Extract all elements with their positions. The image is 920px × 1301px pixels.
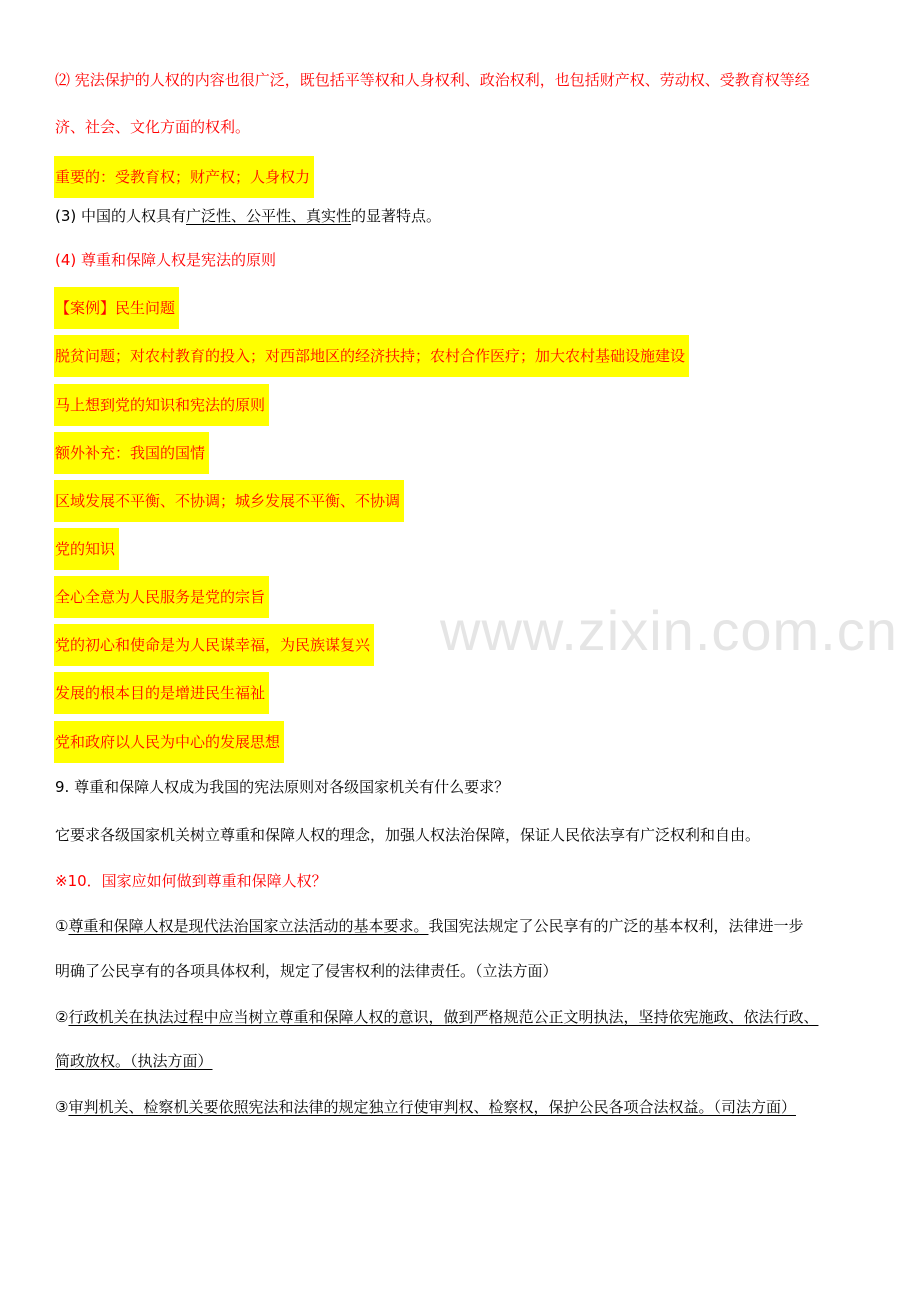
answer-10-point-3 [55, 1096, 796, 1118]
question-10: ※10．国家应如何做到尊重和保障人权？ [55, 872, 327, 890]
highlight-line-8 [55, 634, 374, 656]
point-marker: ③ [55, 1098, 69, 1116]
paragraph-2-line-1: ⑵ 宪法保护的人权的内容也很广泛，既包括平等权和人身权利、政治权利，也包括财产权、劳动权、受教育权等经 [55, 71, 810, 89]
important-highlight: 重要的：受教育权；财产权；人身权力 [54, 156, 314, 198]
highlight-line-5 [55, 490, 404, 512]
highlight-text: 马上想到党的知识和宪法的原则 [54, 384, 269, 426]
highlight-line-3 [55, 394, 269, 416]
highlight-text: 党的知识 [54, 528, 119, 570]
point-3-underlined: 审判机关、检察机关要依照宪法和法律的规定独立行使审判权、检察权，保护公民各项合法权益。（司法方面） [68, 1098, 796, 1116]
highlight-text: 全心全意为人民服务是党的宗旨 [54, 576, 269, 618]
point-1-underlined: 尊重和保障人权是现代法治国家立法活动的基本要求。 [68, 917, 429, 935]
highlight-text: 党和政府以人民为中心的发展思想 [54, 721, 284, 763]
highlight-text: 区域发展不平衡、不协调；城乡发展不平衡、不协调 [54, 480, 404, 522]
paragraph-2-line-2: 济、社会、文化方面的权利。 [55, 118, 251, 136]
highlight-text: 额外补充：我国的国情 [54, 432, 209, 474]
paragraph-3-underlined: 广泛性、公平性、真实性 [186, 207, 352, 225]
highlight-line-2 [55, 345, 689, 367]
highlight-text: 党的初心和使命是为人民谋幸福，为民族谋复兴 [54, 624, 374, 666]
highlight-line-9 [55, 682, 269, 704]
highlight-line-10 [55, 731, 284, 753]
watermark: www.zixin.com.cn [440, 599, 898, 662]
highlight-text: 【案例】民生问题 [54, 287, 179, 329]
paragraph-3-prefix: (3) 中国的人权具有 [55, 207, 187, 225]
answer-10-point-1-line-2: 明确了公民享有的各项具体权利，规定了侵害权利的法律责任。（立法方面） [55, 962, 558, 980]
paragraph-4: (4) 尊重和保障人权是宪法的原则 [55, 251, 277, 269]
point-marker: ② [55, 1008, 69, 1026]
highlight-line-7 [55, 586, 269, 608]
paragraph-3 [55, 205, 441, 227]
point-2-underlined-end: 简政放权。（执法方面） [55, 1052, 213, 1070]
paragraph-3-suffix: 的显著特点。 [351, 207, 442, 225]
point-marker: ① [55, 917, 69, 935]
highlight-line-6 [55, 538, 119, 560]
point-2-underlined: 行政机关在执法过程中应当树立尊重和保障人权的意识，做到严格规范公正文明执法，坚持依宪施政、依法行政、 [68, 1008, 819, 1026]
answer-9: 它要求各级国家机关树立尊重和保障人权的理念，加强人权法治保障，保证人民依法享有广泛权利和自由。 [55, 826, 761, 844]
highlight-line-4 [55, 442, 209, 464]
answer-10-point-2-line-1 [55, 1006, 818, 1028]
highlight-text: 发展的根本目的是增进民生福祉 [54, 672, 269, 714]
answer-10-point-1-line-1 [55, 915, 803, 937]
important-note [55, 166, 314, 188]
answer-10-point-2-line-2 [55, 1050, 213, 1072]
question-9: 9. 尊重和保障人权成为我国的宪法原则对各级国家机关有什么要求？ [55, 778, 510, 796]
highlight-line-1 [55, 297, 179, 319]
point-1-rest: 我国宪法规定了公民享有的广泛的基本权利，法律进一步 [428, 917, 804, 935]
highlight-text: 脱贫问题；对农村教育的投入；对西部地区的经济扶持；农村合作医疗；加大农村基础设施建设 [54, 335, 689, 377]
